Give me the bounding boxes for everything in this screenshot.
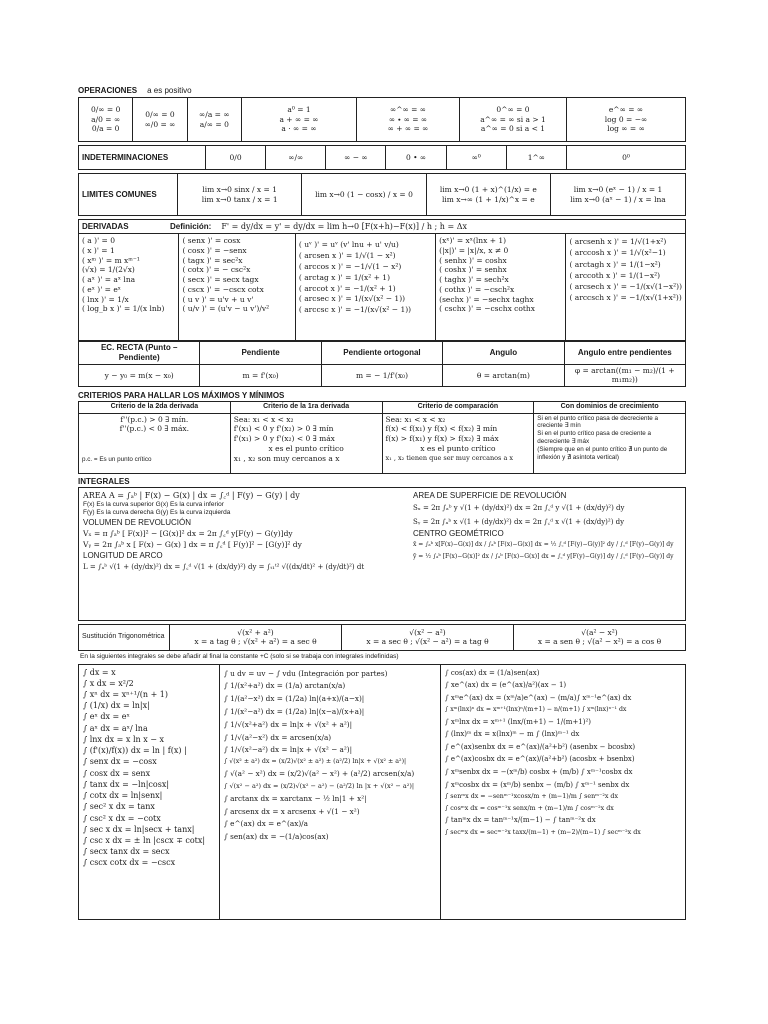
integral-app: Sᵧ = 2π ∫ₐᵇ x √(1 + (dy/dx)²) dx = 2π ∫꜀ᵈ x √(1 + (dx/dy)²) dy: [413, 517, 625, 526]
integral-item: ∫ 1/(a²−x²) dx = (1/2a) ln|(a+x)/(a−x)|: [224, 694, 365, 704]
integral-app: L = ∫ₐᵇ √(1 + (dy/dx)²) dx = ∫꜀ᵈ √(1 + (dx/dy)²) dy = ∫ₜ₁ᵗ² √((dx/dt)² + (dy/dt)²) dt: [83, 563, 365, 572]
derivada-item: ( cschx )' = −cschx cothx: [439, 304, 535, 314]
derivada-item: ( senx )' = cosx: [182, 236, 241, 245]
integral-item: ∫ dx = x: [83, 667, 116, 677]
integral-item: ∫ cotx dx = ln|senx|: [83, 791, 163, 801]
derivada-item: ( xᵐ )' = m xᵐ⁻¹: [82, 255, 140, 265]
criterio-comparacion: [382, 413, 534, 473]
derivada-item: ( cotx )' = − csc²x: [182, 265, 251, 275]
indeterminaciones-label: INDETERMINACIONES: [79, 146, 206, 170]
recta-header: Angulo entre pendientes: [564, 342, 685, 365]
integral-item: ∫ cos(ax) dx = (1/a)sen(ax): [445, 668, 540, 677]
constante-note: En la siguientes integrales se debe añadir al final la constante +C (solo si se trabaja con integrales indefinidas): [80, 652, 399, 660]
criterio-text: x es el punto crítico: [420, 443, 496, 453]
criterios-table: [78, 401, 686, 474]
derivada-item: ( arccos x )' = −1/√(1 − x²): [298, 261, 402, 271]
op-cell-text: ∞ ∙ ∞ = ∞: [388, 114, 428, 124]
criterio-header: Criterio de comparación: [382, 401, 534, 413]
sustitucion-formula: x = a sen θ ; √(a² − x²) = a cos θ: [537, 637, 662, 646]
indet-item: ∞⁰: [446, 146, 506, 170]
integral-item: ∫ u dv = uv − ∫ vdu (Integración por partes): [224, 668, 388, 678]
derivada-item: ( arccoth x )' = 1/(1−x²): [569, 270, 661, 280]
indet-item: 0/0: [206, 146, 266, 170]
operaciones-header: [78, 86, 686, 95]
criterio-2da: [79, 413, 231, 473]
sustitucion-table: [78, 624, 686, 651]
integral-item: ∫ (1/x) dx = ln|x|: [83, 701, 150, 711]
indet-item: 0 • ∞: [386, 146, 446, 170]
integrales-apps: [78, 487, 686, 621]
limite-cell: [178, 174, 302, 216]
integral-item: ∫ senx dx = −cosx: [83, 757, 157, 767]
op-cell-2: [133, 98, 187, 142]
op-cell-3: [187, 98, 241, 142]
operaciones-subtitle: a es positivo: [147, 86, 192, 95]
integral-item: ∫ e^(ax) dx = e^(ax)/a: [224, 819, 308, 829]
integrales-right: [409, 488, 685, 620]
limites-table: [78, 173, 686, 216]
integral-item: ∫ cscx cotx dx = −cscx: [83, 858, 176, 868]
derivadas-col2: [179, 234, 295, 340]
integral-item: ∫ xe^(ax) dx = (e^(ax)/a²)(ax − 1): [445, 681, 567, 690]
op-cell-text: a⁰ = 1: [287, 105, 311, 115]
integral-item: ∫ 1/(x²−a²) dx = (1/2a) ln|(x−a)/(x+a)|: [224, 706, 365, 716]
integral-item: ∫ xᵐe^(ax) dx = (xᵐ/a)e^(ax) − (m/a)∫ xᵐ⁻¹e^(ax) dx: [445, 693, 632, 702]
integral-item: ∫ xᵐlnx dx = xᵐ⁺¹ (lnx/(m+1) − 1/(m+1)²): [445, 717, 592, 726]
derivada-item: ( arccsch x )' = −1/(x√(1+x²)): [569, 293, 682, 303]
criterio-text: f''(p.c.) < 0 ∃ máx.: [119, 424, 190, 434]
integral-item: ∫ tanx dx = −ln|cosx|: [83, 779, 170, 789]
criterio-text: x es el punto crítico: [268, 443, 344, 453]
recta-value: m = f'(x₀): [200, 365, 321, 387]
derivada-item: ( lnx )' = 1/x: [82, 294, 129, 304]
op-cell-text: 0/a = 0: [91, 124, 120, 134]
criterio-text: Sea: x₁ < x < x₂: [385, 414, 446, 424]
criterio-text: f''(p.c.) > 0 ∃ mín.: [120, 414, 189, 424]
integral-item: ∫ √(a² − x²) dx = (x/2)√(a² − x²) + (a²/2) arcsen(x/a): [224, 769, 415, 779]
integral-app: LONGITUD DE ARCO: [83, 550, 163, 560]
limite-text: lim x→∞ (1 + 1/x)^x = e: [442, 194, 535, 204]
integral-app: AREA DE SUPERFICIE DE REVOLUCIÓN: [413, 490, 567, 500]
criterio-text: f(x) < f(x₁) y f(x) < f(x₂) ∃ mín: [385, 424, 498, 434]
tabla-col2: [220, 665, 441, 919]
indet-item: ∞ − ∞: [326, 146, 386, 170]
derivada-item: ( arccosh x )' = 1/√(x²−1): [569, 248, 666, 258]
integral-item: ∫ √(x² ± a²) dx = (x/2)√(x² ± a²) ± (a²/2) ln|x + √(x² ± a²)|: [224, 758, 407, 766]
criterio-text: Si en el punto crítico pasa de decreciente a creciente ∃ mín: [537, 414, 659, 430]
recta-value: y − y₀ = m(x − x₀): [79, 365, 200, 387]
sustitucion-cell: [342, 624, 514, 650]
criterio-text: f'(x₁) > 0 y f'(x₂) < 0 ∃ máx: [233, 434, 335, 443]
derivada-item: ( secx )' = secx tagx: [182, 275, 259, 284]
integral-app: F(x) Es la curva superior G(x) Es la curva inferior: [83, 500, 224, 508]
derivada-item: ( u v )' = u'v + u v': [182, 294, 254, 304]
criterio-text: f(x) > f(x₁) y f(x) > f(x₂) ∃ máx: [385, 434, 499, 443]
criterio-text: Si en el punto crítico pasa de creciente a decreciente ∃ máx: [537, 430, 652, 446]
criterio-text: (Siempre que en el punto crítico ∄ un punto de inflexión y ∄ asíntota vertical): [537, 445, 668, 461]
recta-value: m = − 1/f'(x₀): [321, 365, 442, 387]
limite-cell: [302, 174, 426, 216]
op-cell-text: a + ∞ = ∞: [279, 114, 319, 124]
integral-item: ∫ arctanx dx = xarctanx − ½ ln|1 + x²|: [224, 793, 367, 803]
operaciones-title: OPERACIONES: [78, 86, 138, 95]
criterio-1ra: [230, 413, 382, 473]
op-cell-text: a^∞ = 0 si a < 1: [480, 124, 546, 134]
integral-item: ∫ tanᵐx dx = tanᵐ⁻¹x/(m−1) − ∫ tanᵐ⁻²x dx: [445, 816, 596, 825]
derivada-item: ( u/v )' = (u'v − u v')/v²: [182, 304, 270, 314]
derivadas-header: [79, 220, 685, 234]
derivada-item: (xˣ)' = xˣ(lnx + 1): [439, 236, 507, 245]
integral-item: ∫ csc² x dx = −cotx: [83, 813, 161, 823]
indet-item: ∞/∞: [266, 146, 326, 170]
criterio-text: x₁ , x₂ tienen que ser muy cercanos a x: [385, 453, 514, 462]
op-cell-text: ∞^∞ = ∞: [389, 105, 427, 115]
integral-item: ∫ 1/√(a²−x²) dx = arcsen(x/a): [224, 732, 332, 742]
limite-cell: [551, 174, 686, 216]
integral-item: ∫ 1/√(x²+a²) dx = ln|x + √(x² + a²)|: [224, 719, 353, 729]
integral-item: ∫ cosᵐx dx = cosᵐ⁻¹x senx/m + (m−1)/m ∫ cosᵐ⁻²x dx: [445, 804, 614, 812]
operaciones-table: [78, 97, 686, 142]
integral-item: ∫ cosx dx = senx: [83, 768, 151, 778]
integral-item: ∫ eˣ dx = eˣ: [83, 712, 130, 722]
derivada-item: (√x) = 1/(2√x): [82, 265, 135, 275]
limite-text: lim x→0 (aˣ − 1) / x = lna: [570, 194, 666, 204]
recta-header: Angulo: [443, 342, 564, 365]
sustitucion-radical: √(a² − x²): [581, 627, 618, 637]
criterio-crecimiento: [534, 413, 686, 473]
derivadas-col4: [436, 234, 566, 340]
formula-sheet: [78, 86, 686, 920]
recta-value: θ = arctan(m): [443, 365, 564, 387]
integral-item: ∫ sec² x dx = tanx: [83, 802, 155, 812]
criterio-text: f'(x₁) < 0 y f'(x₂) > 0 ∃ mín: [233, 424, 334, 434]
criterios-title: CRITERIOS PARA HALLAR LOS MÁXIMOS Y MÍNIMOS: [78, 390, 285, 400]
op-cell-6: [460, 98, 567, 142]
definicion-formula: F' = dy/dx = y' = dy/dx = lim h→0 [F(x+h)−F(x)] / h ; h = Δx: [221, 222, 467, 231]
tabla-col3: [441, 665, 685, 919]
recta-value: φ = arctan((m₁ − m₂)/(1 + m₁m₂)): [564, 365, 685, 387]
derivada-item: ( arcsech x )' = −1/(x√(1−x²)): [569, 282, 682, 291]
limite-text: lim x→0 (1 − cosx) / x = 0: [315, 189, 413, 199]
recta-header: EC. RECTA (Punto – Pendiente): [79, 342, 200, 365]
integral-app: ȳ = ½ ∫ₐᵇ [F(x)−G(x)]² dx / ∫ₐᵇ [F(x)−G(x)] dx = ∫꜀ᵈ y[F(y)−G(y)] dy / ∫꜀ᵈ [F(y)−G(y)] dy: [413, 553, 674, 561]
tabla-col1: [79, 665, 220, 919]
sustitucion-formula: x = a tag θ ; √(x² + a²) = a sec θ: [194, 637, 317, 646]
recta-table: [78, 341, 686, 387]
indet-item: 0⁰: [567, 146, 686, 170]
limite-text: lim x→0 sinx / x = 1: [202, 185, 277, 195]
integral-app: VOLUMEN DE REVOLUCIÓN: [83, 517, 192, 527]
integral-item: ∫ 1/(x²+a²) dx = (1/a) arctan(x/a): [224, 681, 346, 691]
op-cell-text: a^∞ = ∞ si a > 1: [480, 114, 546, 124]
derivadas-col5: [566, 234, 685, 340]
integral-app: CENTRO GEOMÉTRICO: [413, 528, 504, 538]
derivadas-col3: [296, 234, 436, 340]
integral-item: ∫ secᵐx dx = secᵐ⁻²x taxx/(m−1) + (m−2)/(m−1) ∫ secᵐ⁻²x dx: [445, 828, 641, 836]
definicion-label: Definición:: [170, 222, 212, 231]
limites-label: LIMITES COMUNES: [79, 174, 178, 216]
op-cell-text: a/0 = ∞: [91, 114, 121, 124]
integral-item: ∫ aˣ dx = aˣ/ lna: [83, 723, 148, 733]
indet-item: 1^∞: [506, 146, 566, 170]
integral-item: ∫ lnx dx = x ln x − x: [83, 734, 165, 744]
sustitucion-cell: [170, 624, 342, 650]
op-cell-text: a/∞ = 0: [199, 119, 229, 129]
derivadas-body: [79, 234, 685, 340]
integral-item: ∫ csc x dx = ± ln |cscx ∓ cotx|: [83, 836, 206, 846]
recta-header: Pendiente: [200, 342, 321, 365]
derivada-item: ( cscx )' = −cscx cotx: [182, 284, 264, 294]
limite-text: lim x→0 (1 + x)^(1/x) = e: [439, 185, 537, 195]
op-cell-5: [357, 98, 460, 142]
integral-item: ∫ e^(ax)cosbx dx = e^(ax)/(a²+b²) (acosbx + bsenbx): [445, 755, 635, 764]
limite-cell: [426, 174, 550, 216]
derivada-item: ( arcsec x )' = 1/(x√(x² − 1)): [298, 294, 406, 304]
derivada-item: ( arctagh x )' = 1/(1−x²): [569, 259, 661, 269]
criterio-header: Criterio de la 2da derivada: [79, 401, 231, 413]
derivada-item: ( aˣ )' = aˣ lna: [82, 275, 136, 284]
sustitucion-formula: x = a sec θ ; √(x² − a²) = a tag θ: [366, 637, 489, 646]
derivadas-col1: [79, 234, 179, 340]
recta-header: Pendiente ortogonal: [321, 342, 442, 365]
op-cell-text: ∞ + ∞ = ∞: [387, 124, 429, 134]
op-cell-text: log 0 = −∞: [604, 114, 648, 124]
integral-item: ∫ sen(ax) dx = −(1/a)cos(ax): [224, 832, 329, 842]
tabla-integrales: [78, 664, 686, 920]
derivada-item: (sechx )' = −sechx taghx: [439, 294, 534, 304]
derivada-item: ( arccsc x )' = −1/(x√(x² − 1)): [298, 305, 412, 315]
op-cell-7: [567, 98, 686, 142]
criterio-text: p.c. = Es un punto crítico: [82, 456, 152, 463]
op-cell-text: 0/∞ = 0: [90, 105, 121, 115]
derivada-item: ( eˣ )' = eˣ: [82, 284, 121, 294]
indeterminaciones-table: [78, 145, 686, 170]
derivada-item: ( tagx )' = sec²x: [182, 255, 243, 265]
derivada-item: ( coshx )' = senhx: [439, 265, 507, 275]
integrales-title: INTEGRALES: [78, 476, 130, 486]
integral-app: x̄ = ∫ₐᵇ x[F(x)−G(x)] dx / ∫ₐᵇ [F(x)−G(x)] dx = ½ ∫꜀ᵈ [F(y)−G(y)]² dy / ∫꜀ᵈ [F(y)−G(y)] dy: [413, 541, 674, 549]
integral-app: Vᵧ = 2π ∫ₐᵇ x [ F(x) − G(x) ] dx = π ∫꜀ᵈ [ F(y)]² − [G(y)]² dy: [83, 540, 302, 550]
integral-item: ∫ x dx = x²/2: [83, 678, 134, 688]
op-cell-text: log ∞ = ∞: [607, 124, 645, 134]
op-cell-1: [79, 98, 133, 142]
integral-item: ∫ (lnx)ᵐ dx = x(lnx)ᵐ − m ∫ (lnx)ᵐ⁻¹ dx: [445, 730, 580, 739]
criterio-text: Sea: x₁ < x < x₂: [233, 414, 294, 424]
derivadas-label: DERIVADAS: [82, 222, 129, 231]
sustitucion-radical: √(x² − a²): [409, 627, 446, 637]
integral-item: ∫ e^(ax)senbx dx = e^(ax)/(a²+b²) (asenbx − bcosbx): [445, 742, 636, 751]
integral-item: ∫ secx tanx dx = secx: [83, 847, 170, 857]
sustitucion-radical: √(x² + a²): [237, 627, 274, 637]
op-cell-text: a · ∞ = ∞: [281, 124, 317, 134]
derivada-item: ( x )' = 1: [82, 245, 115, 255]
integral-item: ∫ arcsenx dx = x arcsenx + √(1 − x²): [224, 806, 360, 816]
sustitucion-cell: [514, 624, 686, 650]
criterio-header: Criterio de la 1ra derivada: [230, 401, 382, 413]
sustitucion-label: Sustitución Trigonométrica: [79, 624, 170, 650]
integral-item: ∫ xᵐsenbx dx = −(xᵐ/b) cosbx + (m/b) ∫ xᵐ⁻¹cosbx dx: [445, 768, 633, 777]
derivada-item: ( senhx )' = coshx: [439, 255, 507, 265]
integral-item: ∫ sec x dx = ln|secx + tanx|: [83, 824, 195, 834]
limite-text: lim x→0 tanx / x = 1: [201, 194, 278, 204]
derivada-item: ( cothx )' = −csch²x: [439, 284, 515, 294]
integral-app: AREA A = ∫ₐᵇ | F(x) − G(x) | dx = ∫꜀ᵈ | F(y) − G(y) | dy: [83, 490, 300, 500]
integral-app: Sₓ = 2π ∫ₐᵇ y √(1 + (dy/dx)²) dx = 2π ∫꜀ᵈ y √(1 + (dx/dy)²) dy: [413, 503, 625, 512]
integral-app: F(y) Es la curva derecha G(y) Es la curva izquierda: [83, 509, 231, 517]
limite-text: lim x→0 (eˣ − 1) / x = 1: [573, 185, 663, 195]
derivada-item: ( arccot x )' = −1/(x² + 1): [298, 283, 396, 293]
integral-item: ∫ √(x² − a²) dx = (x/2)√(x² − a²) − (a²/2) ln |x + √(x² − a²)|: [224, 782, 415, 791]
integral-item: ∫ xᵐ(lnx)ⁿ dx = xᵐ⁺¹(lnx)ⁿ/(m+1) − n/(m+1) ∫ xᵐ(lnx)ⁿ⁻¹ dx: [445, 706, 627, 714]
integral-app: Vₓ = π ∫ₐᵇ [ F(x)]² − [G(x)]² dx = 2π ∫꜀ᵈ y[F(y) − G(y)]dy: [83, 529, 293, 539]
integral-item: ∫ xᵐcosbx dx = (xᵐ/b) senbx − (m/b) ∫ xᵐ⁻¹ senbx dx: [445, 780, 630, 789]
derivada-item: ( taghx )' = sech²x: [439, 275, 509, 284]
integral-item: ∫ senᵐx dx = −senᵐ⁻¹xcosx/m + (m−1)/m ∫ senᵐ⁻²x dx: [445, 793, 618, 801]
integral-item: ∫ (f'(x)/f(x)) dx = ln | f(x) |: [83, 746, 187, 756]
criterio-header: Con dominios de crecimiento: [534, 401, 686, 413]
derivada-item: ( a )' = 0: [82, 236, 115, 245]
op-cell-4: [242, 98, 357, 142]
derivada-item: ( arctag x )' = 1/(x² + 1): [298, 272, 390, 282]
derivada-item: ( log_b x )' = 1/(x lnb): [82, 304, 165, 314]
derivadas-section: [78, 219, 686, 341]
integrales-left: [79, 488, 409, 620]
derivada-item: ( uᵛ )' = uᵛ (v' lnu + u' v/u): [298, 240, 399, 249]
op-cell-text: e^∞ = ∞: [608, 105, 644, 115]
derivada-item: ( arcsenh x )' = 1/√(1+x²): [569, 237, 667, 246]
derivada-item: (|x|)' = |x|/x, x ≠ 0: [439, 245, 509, 255]
op-cell-text: ∞/0 = ∞: [144, 119, 176, 129]
op-cell-text: 0^∞ = 0: [496, 105, 530, 115]
op-cell-text: 0/∞ = 0: [145, 110, 175, 120]
integral-item: ∫ xⁿ dx = xⁿ⁺¹/(n + 1): [83, 689, 169, 699]
integral-item: ∫ 1/√(x²−a²) dx = ln|x + √(x² − a²)|: [224, 745, 353, 755]
derivada-item: ( cosx )' = −senx: [182, 245, 247, 255]
criterio-text: x₁ , x₂ son muy cercanos a x: [233, 453, 340, 463]
op-cell-text: ∞/a = ∞: [199, 110, 230, 120]
derivada-item: ( arcsen x )' = 1/√(1 − x²): [298, 250, 396, 260]
